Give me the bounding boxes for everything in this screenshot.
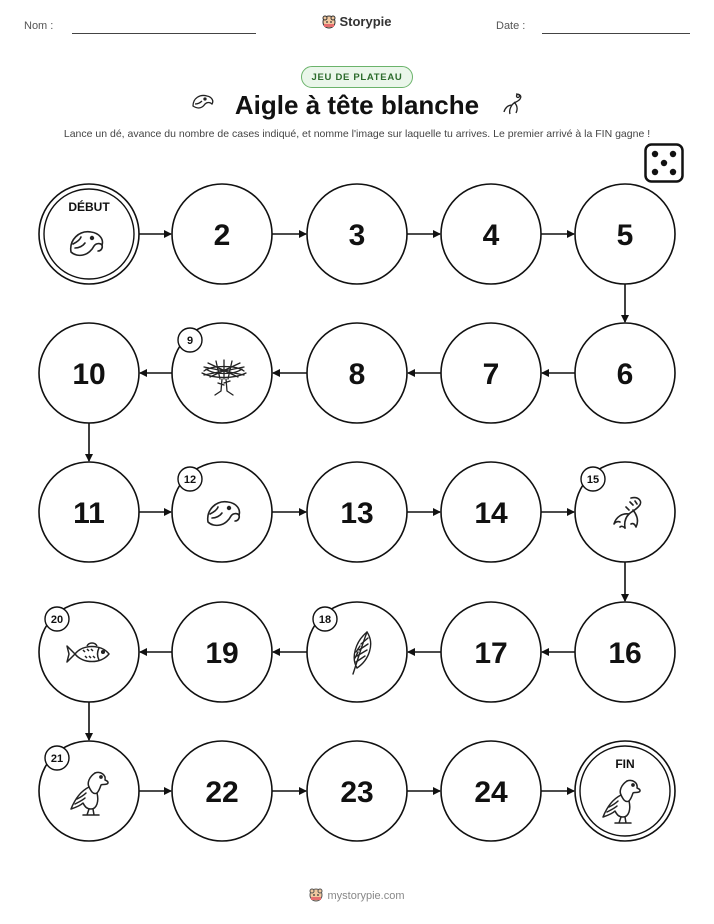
cell-number: 24 [474,776,508,809]
cell-number: 18 [318,614,332,626]
board-cell-25[interactable] [575,741,675,841]
cell-number: 20 [50,614,64,626]
cell-number: 15 [586,474,600,486]
cell-number: 23 [340,776,374,809]
board-cell-19[interactable] [172,602,272,702]
cell-number: 6 [616,358,634,391]
board-cell-23[interactable] [307,741,407,841]
cell-number: 13 [340,497,374,530]
board-cell-22[interactable] [172,741,272,841]
board-cell-7[interactable] [441,323,541,423]
game-badge: JEU DE PLATEAU [301,66,413,88]
cell-number: 5 [616,219,634,252]
board-cell-18[interactable] [307,602,407,702]
cell-number: 21 [50,753,64,765]
cell-number: 17 [474,637,508,670]
board-cell-11[interactable] [39,462,139,562]
cell-number: 4 [482,219,500,252]
cell-number: 14 [474,497,508,530]
board-cell-21[interactable] [39,741,139,841]
board-cell-6[interactable] [575,323,675,423]
board-cell-16[interactable] [575,602,675,702]
name-label: Nom : [24,20,54,32]
start-label: DÉBUT [68,200,110,214]
board-cell-12[interactable] [172,462,272,562]
cell-number: 3 [348,219,366,252]
board-cell-9[interactable] [172,323,272,423]
cell-number: 12 [183,474,197,486]
cell-number: 7 [482,358,500,391]
board-cell-2[interactable] [172,184,272,284]
brand-name: Storypie [339,14,392,29]
instructions: Lance un dé, avance du nombre de cases indiqué, et nomme l'image sur laquelle tu arrives. Le premier arrivé à la FIN gagne ! [63,128,651,140]
board-cell-14[interactable] [441,462,541,562]
cell-circle [39,184,139,284]
cell-number: 19 [205,637,239,670]
cell-circle [575,741,675,841]
footer-url: mystorypie.com [327,890,405,902]
footer [0,888,714,905]
board-cell-3[interactable] [307,184,407,284]
board-cell-8[interactable] [307,323,407,423]
page-title: Aigle à tête blanche [234,90,480,120]
finish-label: FIN [615,757,635,771]
board-cell-17[interactable] [441,602,541,702]
storypie-logo-icon [309,888,323,905]
cell-number: 16 [608,637,642,670]
board-cell-15[interactable] [575,462,675,562]
cell-number: 9 [186,335,194,347]
cell-number: 11 [73,497,105,530]
cell-number: 2 [213,219,231,252]
cell-number: 22 [205,776,239,809]
board-cell-24[interactable] [441,741,541,841]
date-label: Date : [496,20,526,32]
cell-number: 8 [348,358,366,391]
board-cell-10[interactable] [39,323,139,423]
board-cell-13[interactable] [307,462,407,562]
board-cell-1[interactable] [39,184,139,284]
cell-number: 10 [72,358,106,391]
board-cell-4[interactable] [441,184,541,284]
board-cell-5[interactable] [575,184,675,284]
board-cell-20[interactable] [39,602,139,702]
